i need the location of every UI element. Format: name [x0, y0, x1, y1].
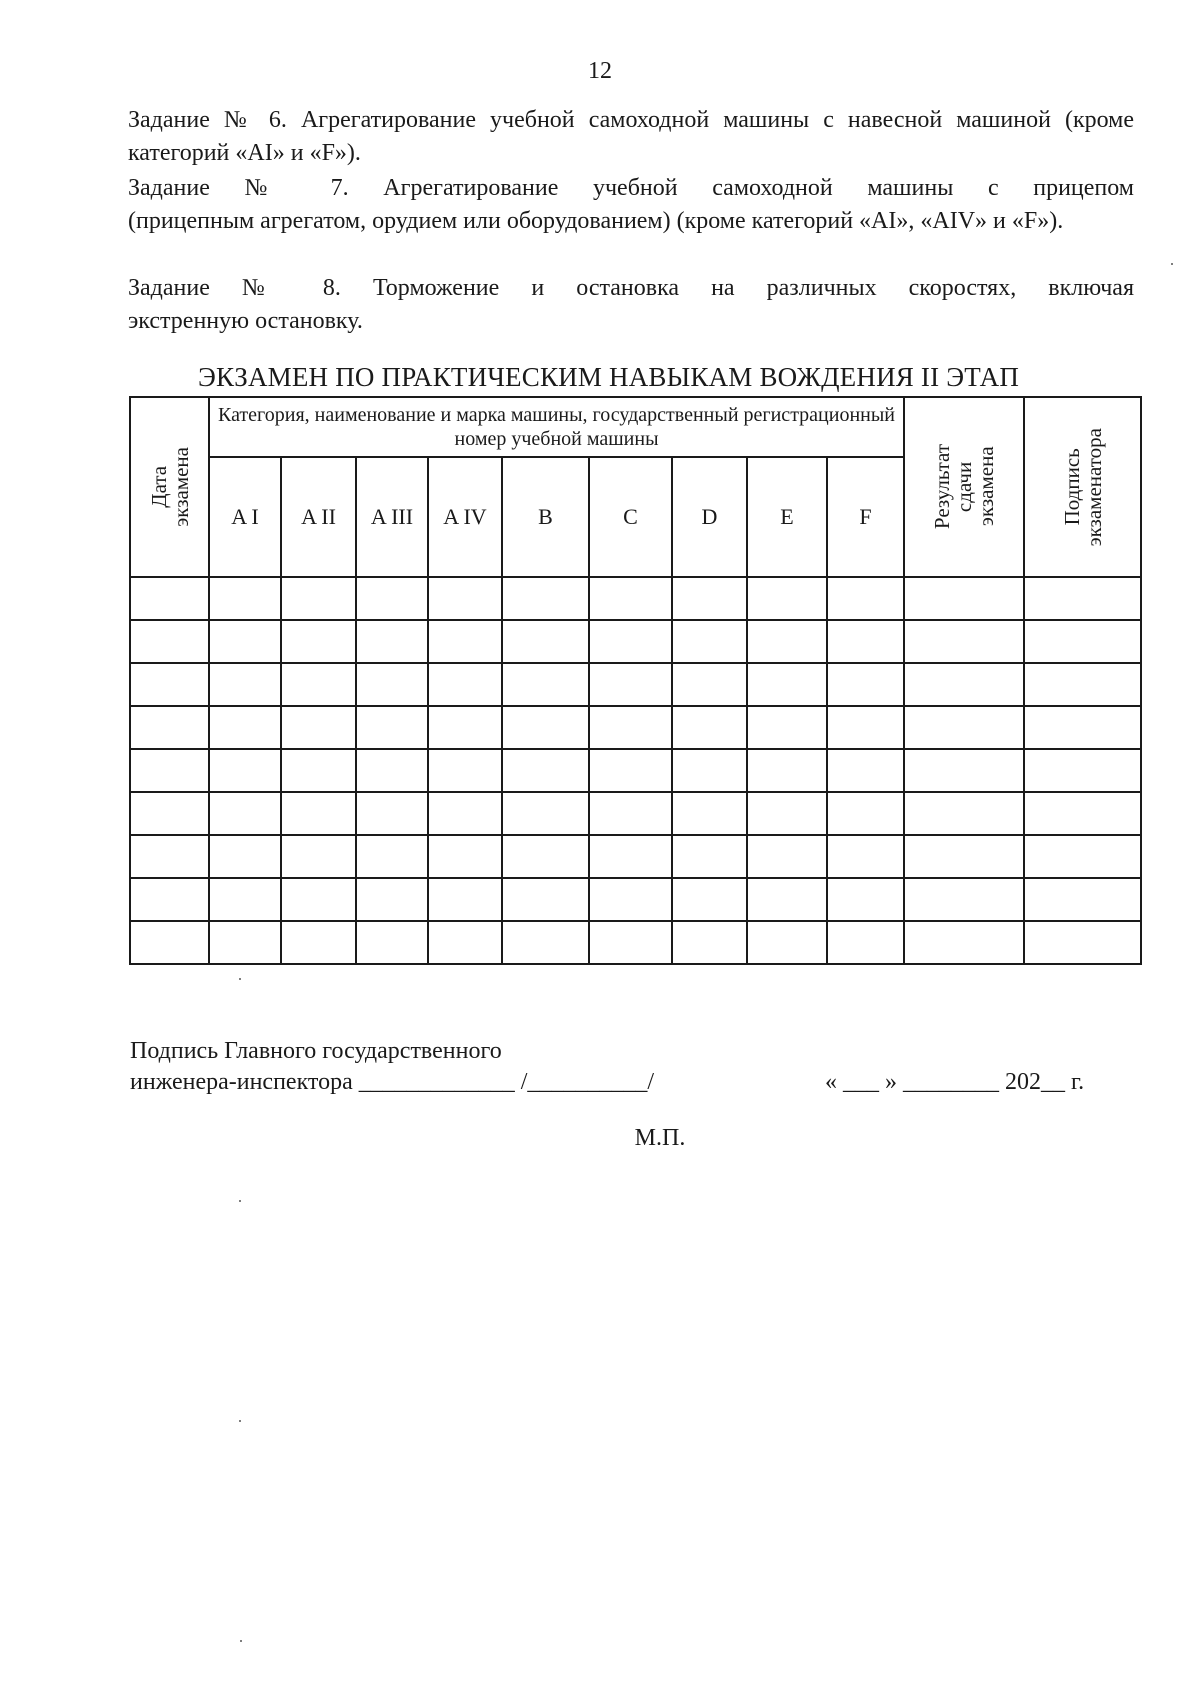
table-row: [130, 620, 1141, 663]
scan-speck: [1171, 263, 1173, 265]
table-cell: [827, 792, 904, 835]
date-header-label: Дата экзамена: [146, 447, 193, 527]
table-row: [130, 706, 1141, 749]
scan-speck: [239, 1200, 241, 1202]
table-cell: [356, 878, 428, 921]
table-cell: [747, 921, 827, 964]
scan-speck: [240, 1640, 242, 1642]
table-cell: [1024, 835, 1141, 878]
table-cell: [672, 620, 747, 663]
stamp-label: М.П.: [634, 1125, 686, 1151]
table-cell: [281, 921, 356, 964]
task-7-rest: (прицепным агрегатом, орудием или оборудованием) (кроме категорий «AI», «AIV» и «F»).: [128, 208, 1064, 234]
signature-header-label: Подпись экзаменатора: [1059, 427, 1106, 547]
table-cell: [1024, 878, 1141, 921]
table-cell: [281, 878, 356, 921]
table-cell: [428, 577, 502, 620]
task-8-rest: экстренную остановку.: [128, 308, 363, 334]
table-row: [130, 663, 1141, 706]
date-header: [130, 397, 209, 577]
result-header: [904, 397, 1024, 577]
table-cell: [130, 878, 209, 921]
table-cell: [502, 792, 589, 835]
table-cell: [747, 706, 827, 749]
table-cell: [356, 835, 428, 878]
table-header-row: [130, 397, 1141, 457]
category-cell: A III: [356, 457, 428, 577]
table-cell: [281, 835, 356, 878]
table-cell: [428, 663, 502, 706]
page-number: 12: [588, 58, 612, 84]
table-row: [130, 749, 1141, 792]
table-cell: [428, 706, 502, 749]
table-cell: [589, 706, 672, 749]
table-cell: [130, 663, 209, 706]
table-cell: [672, 792, 747, 835]
table-cell: [356, 706, 428, 749]
table-cell: [281, 620, 356, 663]
table-cell: [589, 749, 672, 792]
table-cell: [281, 706, 356, 749]
table-cell: [502, 921, 589, 964]
table-cell: [589, 663, 672, 706]
table-cell: [747, 878, 827, 921]
table-cell: [356, 663, 428, 706]
table-cell: [502, 663, 589, 706]
category-cell: E: [747, 457, 827, 577]
signature-header: [1024, 397, 1141, 577]
table-cell: [747, 835, 827, 878]
table-cell: [356, 792, 428, 835]
table-cell: [209, 663, 281, 706]
table-cell: [356, 921, 428, 964]
table-cell: [827, 835, 904, 878]
table-row: [130, 835, 1141, 878]
table-cell: [428, 792, 502, 835]
table-cell: [672, 835, 747, 878]
category-cell: D: [672, 457, 747, 577]
table-row: [130, 792, 1141, 835]
table-cell: [1024, 792, 1141, 835]
table-cell: [1024, 749, 1141, 792]
table-cell: [130, 620, 209, 663]
table-cell: [589, 921, 672, 964]
table-cell: [428, 620, 502, 663]
task-8-line-1: Задание № 8. Торможение и остановка на различных скоростях, включая: [128, 275, 1134, 301]
exam-table-body: [130, 577, 1141, 964]
table-cell: [502, 706, 589, 749]
table-cell: [130, 792, 209, 835]
table-cell: [1024, 620, 1141, 663]
table-cell: [904, 792, 1024, 835]
table-cell: [1024, 921, 1141, 964]
table-cell: [827, 749, 904, 792]
table-cell: [209, 706, 281, 749]
table-cell: [209, 749, 281, 792]
table-cell: [589, 835, 672, 878]
table-cell: [209, 835, 281, 878]
category-cell: A IV: [428, 457, 502, 577]
table-cell: [904, 620, 1024, 663]
table-cell: [130, 749, 209, 792]
table-cell: [502, 577, 589, 620]
table-cell: [356, 577, 428, 620]
table-cell: [589, 577, 672, 620]
table-cell: [904, 835, 1024, 878]
table-cell: [672, 878, 747, 921]
table-cell: [827, 620, 904, 663]
signature-line: инженера-инспектора _____________ /__________/: [130, 1069, 655, 1095]
table-title: ЭКЗАМЕН ПО ПРАКТИЧЕСКИМ НАВЫКАМ ВОЖДЕНИЯ II ЭТАП: [198, 362, 1020, 392]
category-cell: A II: [281, 457, 356, 577]
table-cell: [502, 835, 589, 878]
table-cell: [747, 792, 827, 835]
table-cell: [672, 921, 747, 964]
table-cell: [1024, 706, 1141, 749]
task-7-text: [128, 172, 1134, 238]
table-cell: [827, 663, 904, 706]
table-cell: [672, 663, 747, 706]
table-cell: [281, 749, 356, 792]
table-cell: [209, 792, 281, 835]
category-group-header: Категория, наименование и марка машины, государственный регистрационный номер учебной машины: [209, 397, 904, 457]
table-cell: [904, 878, 1024, 921]
table-cell: [827, 706, 904, 749]
table-cell: [1024, 663, 1141, 706]
table-cell: [904, 706, 1024, 749]
scan-speck: [239, 978, 241, 980]
table-cell: [356, 620, 428, 663]
table-cell: [209, 878, 281, 921]
table-cell: [281, 792, 356, 835]
table-cell: [130, 706, 209, 749]
category-cell: A I: [209, 457, 281, 577]
task-6-text: Задание № 6. Агрегатирование учебной самоходной машины с навесной машиной (кроме категорий «AI» и «F»).: [128, 107, 1134, 166]
result-header-label: Результат сдачи экзамена: [930, 444, 999, 530]
table-cell: [589, 878, 672, 921]
task-7-line-1: Задание № 7. Агрегатирование учебной самоходной машины с прицепом: [128, 175, 1134, 201]
table-cell: [672, 749, 747, 792]
table-cell: [589, 620, 672, 663]
table-cell: [827, 921, 904, 964]
table-cell: [209, 577, 281, 620]
table-row: [130, 878, 1141, 921]
table-cell: [209, 620, 281, 663]
table-cell: [130, 921, 209, 964]
exam-table: [129, 396, 1142, 965]
date-line: « ___ » ________ 202__ г.: [825, 1069, 1085, 1095]
table-cell: [747, 663, 827, 706]
table-cell: [130, 835, 209, 878]
table-cell: [130, 577, 209, 620]
table-row: [130, 577, 1141, 620]
table-cell: [502, 878, 589, 921]
signature-caption: Подпись Главного государственного: [130, 1038, 502, 1064]
table-cell: [672, 577, 747, 620]
table-cell: [747, 620, 827, 663]
table-cell: [904, 749, 1024, 792]
table-cell: [904, 921, 1024, 964]
table-cell: [502, 749, 589, 792]
table-cell: [747, 577, 827, 620]
table-cell: [428, 921, 502, 964]
table-row: [130, 921, 1141, 964]
table-cell: [1024, 577, 1141, 620]
table-cell: [747, 749, 827, 792]
table-cell: [281, 663, 356, 706]
table-cell: [502, 620, 589, 663]
table-cell: [672, 706, 747, 749]
category-cell: B: [502, 457, 589, 577]
category-cell: C: [589, 457, 672, 577]
table-cell: [904, 577, 1024, 620]
table-cell: [904, 663, 1024, 706]
task-8-text: [128, 272, 1134, 338]
category-cell: F: [827, 457, 904, 577]
table-cell: [428, 835, 502, 878]
table-cell: [281, 577, 356, 620]
table-cell: [589, 792, 672, 835]
table-cell: [428, 878, 502, 921]
table-cell: [356, 749, 428, 792]
table-cell: [827, 878, 904, 921]
scan-speck: [239, 1420, 241, 1422]
table-cell: [428, 749, 502, 792]
table-cell: [209, 921, 281, 964]
table-cell: [827, 577, 904, 620]
